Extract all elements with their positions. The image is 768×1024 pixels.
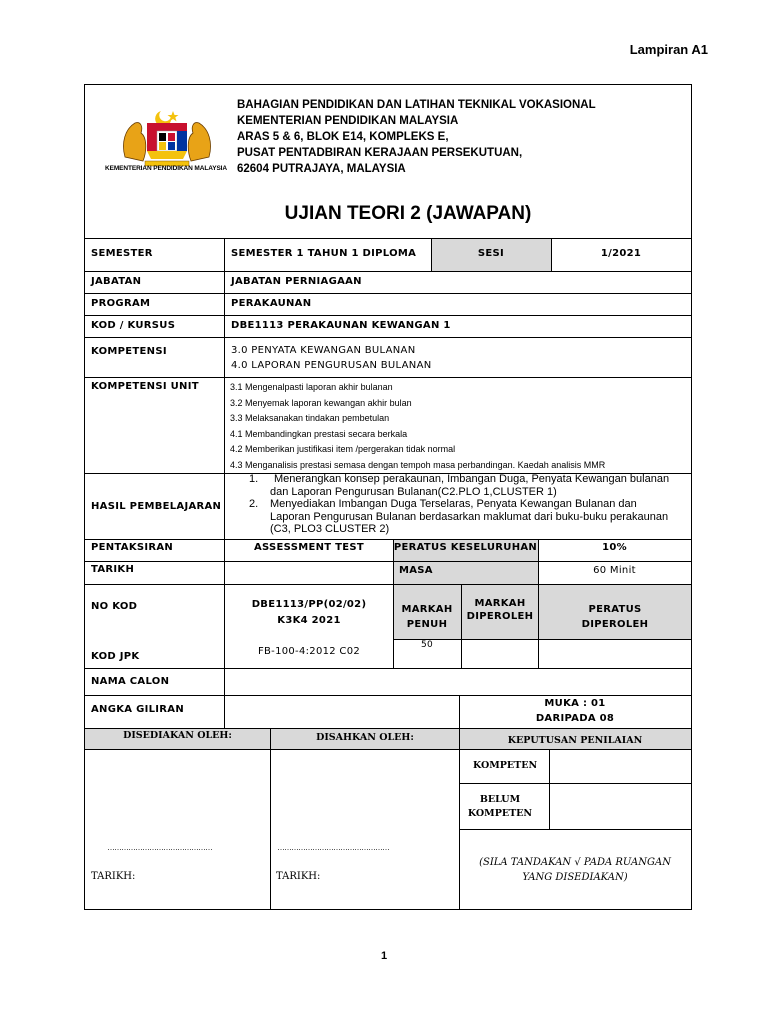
peratus-diperoleh-line: PERATUS [588, 604, 642, 615]
markah-penuh-header [393, 602, 461, 632]
sesi-value: 1/2021 [600, 248, 642, 259]
program-label: PROGRAM [91, 298, 151, 309]
agency-address [237, 97, 596, 177]
no-kod-value [225, 597, 393, 629]
jabatan-value: JABATAN PERNIAGAAN [231, 276, 362, 287]
jabatan-label: JABATAN [91, 276, 142, 287]
crest-caption: KEMENTERIAN PENDIDIKAN MALAYSIA [105, 165, 227, 172]
kompetensi-label: KOMPETENSI [91, 346, 167, 357]
agency-line: 62604 PUTRAJAYA, MALAYSIA [237, 163, 406, 175]
no-kod-line: DBE1113/PP(02/02) [251, 599, 367, 610]
pentaksiran-value: ASSESSMENT TEST [253, 542, 365, 553]
hasil-item [245, 473, 669, 498]
semester-value: SEMESTER 1 TAHUN 1 DIPLOMA [231, 248, 417, 259]
malaysia-crest-icon [117, 107, 217, 167]
kod-kursus-value: DBE1113 PERAKAUNAN KEWANGAN 1 [231, 320, 451, 331]
kompetensi-unit-list [230, 380, 605, 474]
exam-cover-sheet [84, 84, 692, 910]
keputusan-label: KEPUTUSAN PENILAIAN [507, 735, 643, 746]
hasil-line: dan Laporan Pengurusan Bulanan(C2.PLO 1,CLUSTER 1) [270, 485, 557, 498]
hasil-pembelajaran-label: HASIL PEMBELAJARAN [91, 501, 222, 512]
kod-kursus-label: KOD / KURSUS [91, 320, 176, 331]
tandakan-note [459, 855, 691, 885]
unit-item: 4.3 Menganalisis prestasi semasa dengan tempoh masa perbandingan. Kaedah analisis MMR [230, 459, 606, 470]
belum-kompeten-label [459, 793, 541, 821]
program-value: PERAKAUNAN [231, 298, 312, 309]
daripada-line: DARIPADA 08 [535, 713, 615, 724]
hasil-item [245, 498, 669, 536]
unit-item: 4.2 Memberikan justifikasi item /pergerakan tidak normal [230, 444, 456, 455]
markah-penuh-line: PENUH [406, 619, 448, 630]
peratus-keseluruhan-value: 10% [602, 542, 627, 553]
hasil-num: 1. [249, 473, 259, 485]
disahkan-label: DISAHKAN OLEH: [316, 732, 414, 743]
exam-title: UJIAN TEORI 2 (JAWAPAN) [284, 203, 532, 224]
masa-value: 60 Minit [593, 565, 636, 576]
no-kod-label: NO KOD [91, 601, 138, 612]
markah-diperoleh-header [462, 597, 538, 623]
signature-line-2: ………………………………………… [277, 843, 389, 852]
angka-giliran-label: ANGKA GILIRAN [91, 704, 185, 715]
signature-line-1: ……………………………………… [107, 843, 212, 852]
tarikh-1-label: TARIKH: [91, 871, 136, 882]
page-number: 1 [380, 950, 388, 962]
kod-jpk-label: KOD JPK [91, 651, 140, 662]
markah-diperoleh-line: DIPEROLEH [466, 611, 534, 622]
unit-item: 3.1 Mengenalpasti laporan akhir bulanan [230, 382, 393, 392]
agency-line: PUSAT PENTADBIRAN KERAJAAN PERSEKUTUAN, [237, 147, 523, 159]
peratus-diperoleh-line: DIPEROLEH [581, 619, 649, 630]
agency-line: KEMENTERIAN PENDIDIKAN MALAYSIA [237, 115, 459, 127]
muka-info [459, 696, 691, 726]
belum-line: BELUM [479, 794, 521, 805]
muka-line: MUKA : 01 [544, 698, 606, 709]
kompeten-label: KOMPETEN [473, 760, 538, 771]
masa-label: MASA [399, 565, 433, 576]
pentaksiran-label: PENTAKSIRAN [91, 542, 174, 553]
markah-penuh-value: 50 [420, 640, 434, 650]
kompetensi-unit-label: KOMPETENSI UNIT [91, 381, 199, 392]
kod-jpk-value: FB-100-4:2012 C02 [257, 646, 361, 657]
hasil-line: Laporan Pengurusan Bulanan berdasarkan maklumat dari buku-buku perakaunan [270, 510, 669, 523]
tarikh-label: TARIKH [91, 564, 135, 575]
sesi-label: SESI [477, 248, 505, 259]
markah-diperoleh-line: MARKAH [474, 598, 526, 609]
hasil-list [245, 473, 669, 536]
markah-penuh-line: MARKAH [401, 604, 453, 615]
semester-label: SEMESTER [91, 248, 153, 259]
peratus-diperoleh-header [539, 602, 691, 632]
unit-item: 4.1 Membandingkan prestasi secara berkala [230, 428, 408, 439]
kompeten-line: KOMPETEN [467, 808, 533, 819]
peratus-keseluruhan-label: PERATUS KESELURUHAN [393, 542, 538, 553]
agency-line: ARAS 5 & 6, BLOK E14, KOMPLEKS E, [237, 131, 449, 143]
unit-item: 3.2 Menyemak laporan kewangan akhir bulan [230, 397, 412, 408]
hasil-line: (C3, PLO3 CLUSTER 2) [270, 523, 390, 536]
header-block [85, 85, 691, 239]
kompetensi-item: 3.0 PENYATA KEWANGAN BULANAN [231, 345, 416, 356]
hasil-num: 2. [249, 498, 259, 511]
hasil-line: Menyediakan Imbangan Duga Terselaras, Penyata Kewangan Bulanan dan [270, 498, 637, 511]
unit-item: 3.3 Melaksanakan tindakan pembetulan [230, 413, 390, 424]
kompetensi-item: 4.0 LAPORAN PENGURUSAN BULANAN [231, 360, 432, 371]
hasil-line: Menerangkan konsep perakaunan, Imbangan Duga, Penyata Kewangan bulanan [274, 473, 670, 485]
disediakan-label: DISEDIAKAN OLEH: [123, 730, 232, 741]
note-line: (SILA TANDAKAN √ PADA RUANGAN [479, 857, 671, 868]
kompetensi-list [231, 343, 432, 373]
lampiran-label: Lampiran A1 [629, 42, 708, 57]
agency-line: BAHAGIAN PENDIDIKAN DAN LATIHAN TEKNIKAL VOKASIONAL [237, 99, 596, 111]
note-line: YANG DISEDIAKAN) [522, 872, 628, 883]
tarikh-2-label: TARIKH: [276, 871, 321, 882]
no-kod-line: K3K4 2021 [277, 615, 341, 626]
nama-calon-label: NAMA CALON [91, 676, 170, 687]
